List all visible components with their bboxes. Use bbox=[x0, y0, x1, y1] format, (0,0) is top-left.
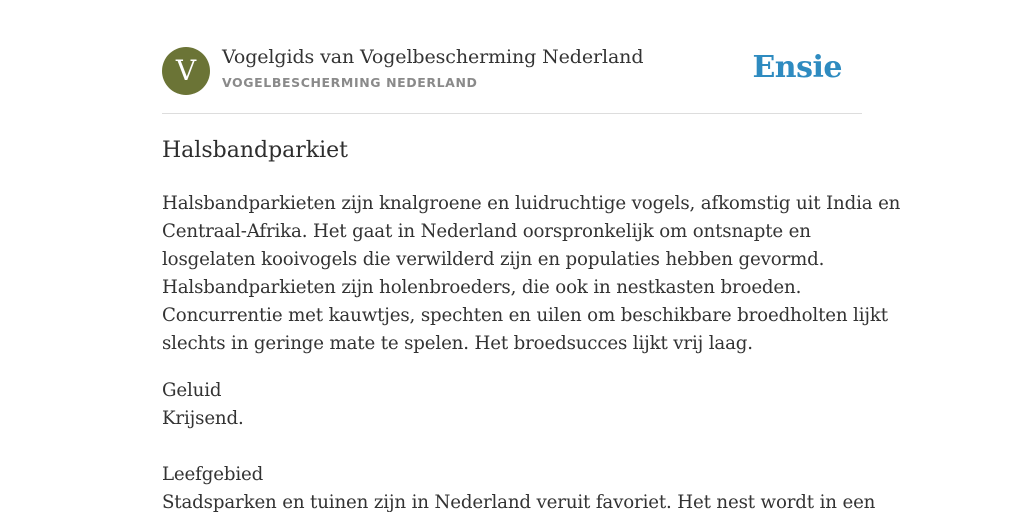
paragraph-line: Halsbandparkieten zijn holenbroeders, die ook in nestkasten broeden. bbox=[162, 277, 802, 298]
paragraph-line: slechts in geringe mate te spelen. Het broedsucces lijkt vrij laag. bbox=[162, 333, 753, 354]
sound-section bbox=[162, 377, 876, 512]
paragraph-line: Halsbandparkieten zijn knalgroene en luidruchtige vogels, afkomstig uit India en bbox=[162, 193, 901, 214]
section-spacer bbox=[162, 433, 862, 461]
habitat-text: Stadsparken en tuinen zijn in Nederland veruit favoriet. Het nest wordt in een bbox=[162, 492, 876, 512]
sound-text: Krijsend. bbox=[162, 408, 244, 429]
paragraph-line: losgelaten kooivogels die verwilderd zijn en populaties hebben gevormd. bbox=[162, 249, 825, 270]
source-title-link[interactable]: Vogelgids van Vogelbescherming Nederland bbox=[222, 46, 644, 68]
article-title: Halsbandparkiet bbox=[162, 138, 349, 163]
paragraph-line: Centraal-Afrika. Het gaat in Nederland oorspronkelijk om ontsnapte en bbox=[162, 221, 811, 242]
source-publisher-link[interactable]: VOGELBESCHERMING NEDERLAND bbox=[222, 75, 478, 90]
paragraph-line: Concurrentie met kauwtjes, spechten en uilen om beschikbare broedholten lijkt bbox=[162, 305, 888, 326]
ensie-logo-link[interactable]: Ensie bbox=[752, 50, 842, 85]
article-body bbox=[162, 190, 901, 512]
header-divider bbox=[162, 113, 862, 114]
article-paragraph bbox=[162, 190, 901, 358]
source-header bbox=[162, 46, 862, 96]
source-avatar[interactable]: V bbox=[162, 47, 210, 95]
habitat-heading: Leefgebied bbox=[162, 464, 264, 485]
sound-heading: Geluid bbox=[162, 380, 222, 401]
